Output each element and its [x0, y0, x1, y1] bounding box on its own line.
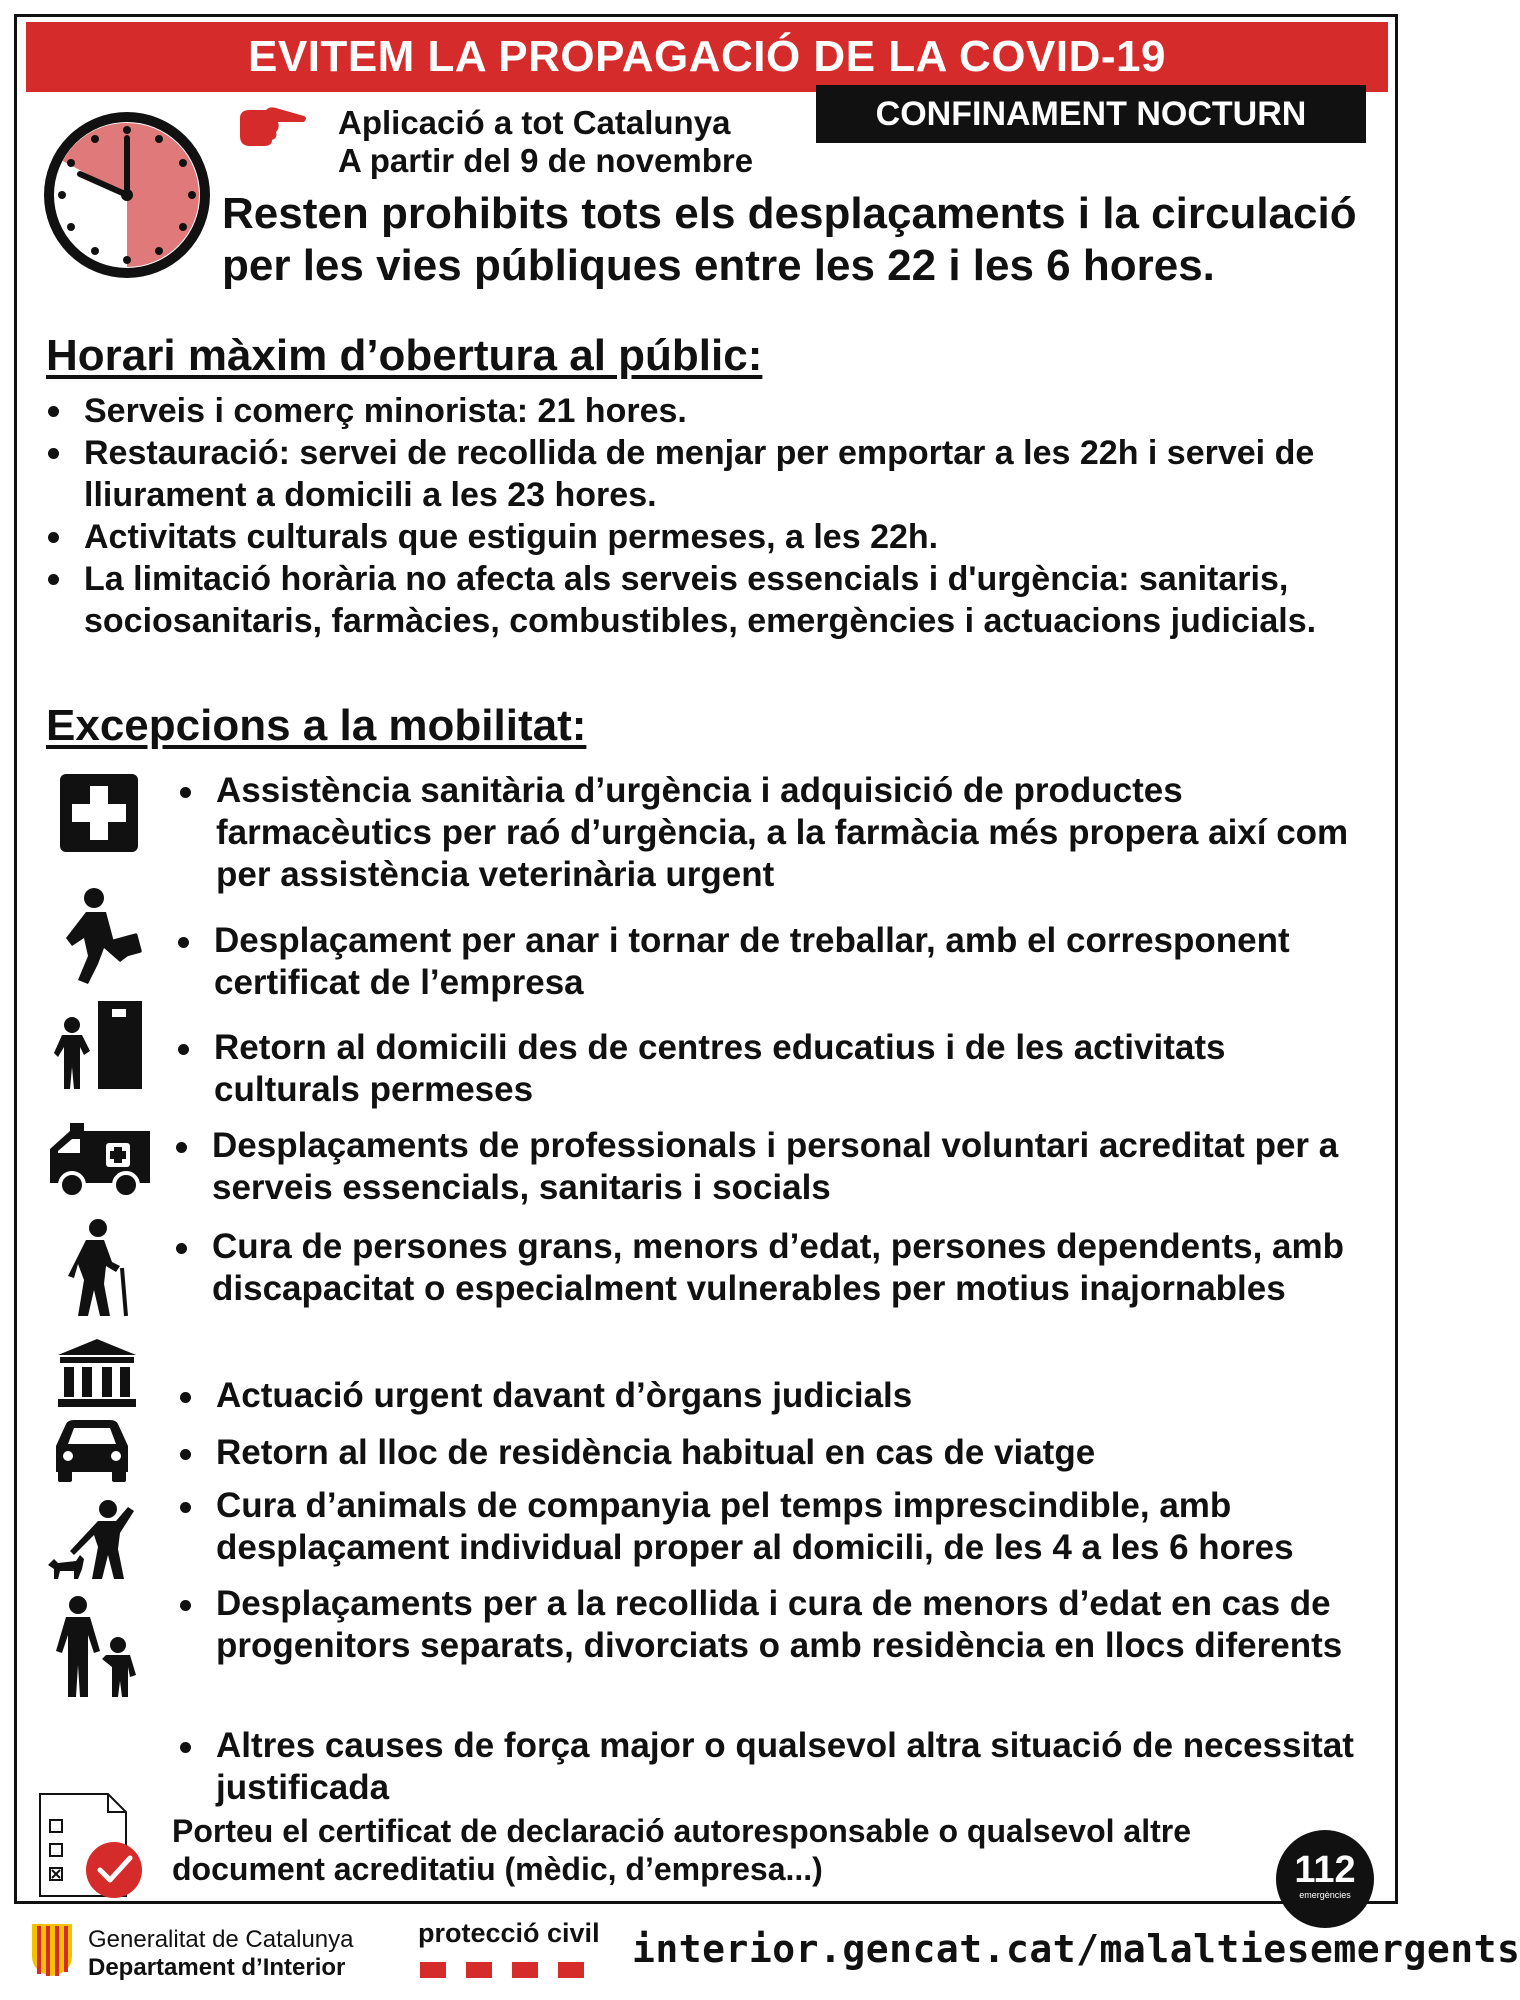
civil-protection-logo [418, 1918, 618, 1988]
emergency-112-badge [1276, 1830, 1374, 1928]
elderly-person-icon [64, 1218, 134, 1318]
civil-protection-label: protecció civil [418, 1918, 600, 1948]
title-banner: EVITEM LA PROPAGACIÓ DE LA COVID-19 [26, 22, 1388, 92]
certificate-notice: Porteu el certificat de declaració autoresponsable o qualsevol altre document acreditatiu (mèdic, d’empresa...) [172, 1813, 1192, 1887]
car-icon [52, 1416, 132, 1482]
list-item: La limitació horària no afecta als serveis essencials i d'urgència: sanitaris, sociosanitaris, farmàcies, combustibles, emergències i actuacions judicials. [46, 558, 1386, 642]
opening-hours-list [46, 390, 1386, 642]
clock-icon [42, 110, 212, 280]
red-square-icon [466, 1962, 492, 1978]
curfew-statement [222, 188, 1382, 292]
curfew-statement-line2: per les vies públiques entre les 22 i les 6 hores. [222, 241, 1215, 290]
list-item: Serveis i comerç minorista: 21 hores. [46, 390, 1386, 432]
certificate-checklist-icon [36, 1790, 148, 1900]
emergency-number: 112 [1294, 1849, 1356, 1891]
generalitat-shield-icon [30, 1922, 74, 1978]
parent-child-icon [56, 1595, 136, 1699]
red-square-icon [512, 1962, 538, 1978]
department-name: Departament d’Interior [88, 1954, 346, 1981]
list-item: Restauració: servei de recollida de menjar per emportar a les 22h i servei de lliurament a domicili a les 23 hores. [46, 432, 1386, 516]
ambulance-icon [46, 1119, 152, 1201]
worker-briefcase-icon [58, 886, 144, 986]
application-info [338, 104, 753, 180]
generalitat-name: Generalitat de Catalunya [88, 1926, 354, 1953]
website-url: interior.gencat.cat/malaltiesemergents [632, 1927, 1520, 1971]
opening-hours-heading: Horari màxim d’obertura al públic: [46, 331, 763, 380]
dog-walking-icon [46, 1499, 138, 1581]
child-school-door-icon [52, 999, 144, 1091]
courthouse-icon [56, 1337, 138, 1407]
list-item: Activitats culturals que estiguin permeses, a les 22h. [46, 516, 1386, 558]
red-square-icon [558, 1962, 584, 1978]
emergency-label: emergències [1299, 1890, 1351, 1900]
curfew-label: CONFINAMENT NOCTURN [816, 85, 1366, 143]
curfew-statement-line1: Resten prohibits tots els desplaçaments i la circulació [222, 189, 1357, 238]
application-date: A partir del 9 de novembre [338, 142, 754, 179]
mobility-exceptions-heading: Excepcions a la mobilitat: [46, 701, 587, 750]
red-square-icon [420, 1962, 446, 1978]
pointing-hand-icon [236, 104, 308, 150]
application-scope: Aplicació a tot Catalunya [338, 104, 731, 141]
medical-cross-icon [58, 772, 140, 854]
generalitat-logo [30, 1916, 380, 1986]
